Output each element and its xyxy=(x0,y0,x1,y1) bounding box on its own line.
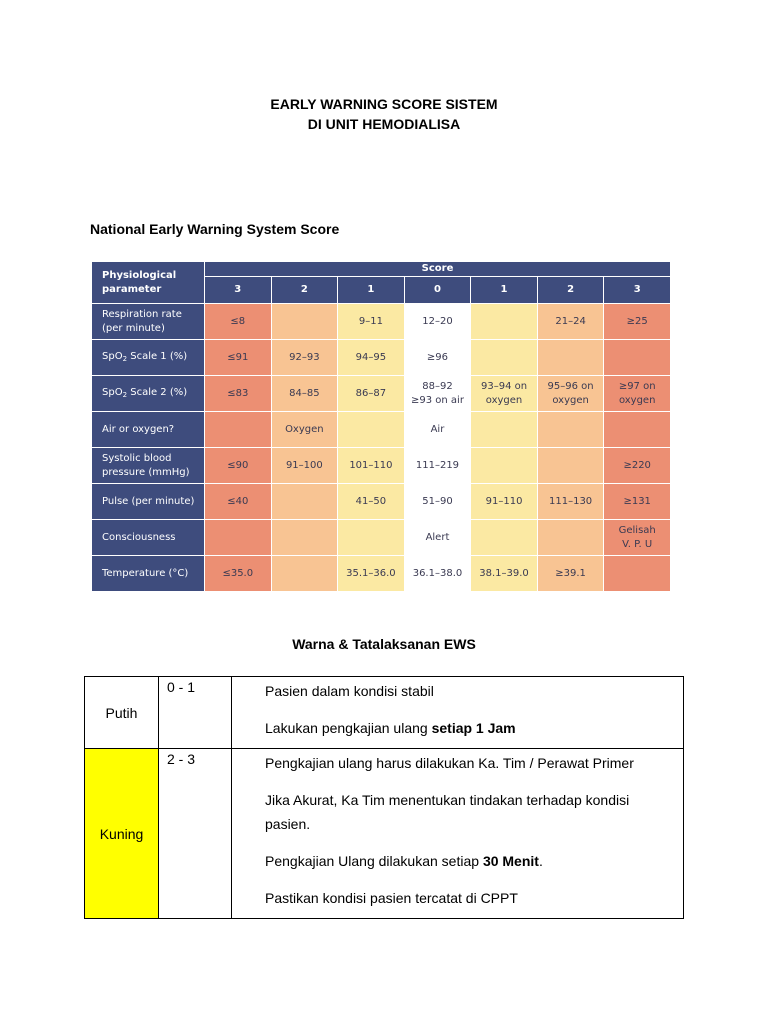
score-cell xyxy=(338,412,405,448)
news-row xyxy=(92,304,671,340)
parameter-label: Systolic blood pressure (mmHg) xyxy=(92,448,205,484)
score-cell xyxy=(471,448,538,484)
score-cell: 9–11 xyxy=(338,304,405,340)
score-cell xyxy=(205,412,272,448)
news-row xyxy=(92,340,671,376)
score-cell: Gelisah V. P. U xyxy=(604,520,671,556)
score-cell: ≤40 xyxy=(205,484,272,520)
ews-row xyxy=(85,749,684,919)
score-cell: ≥39.1 xyxy=(537,556,604,592)
ews-action-item: Pengkajian ulang harus dilakukan Ka. Tim / Perawat Primer xyxy=(265,755,634,771)
parameter-label: Air or oxygen? xyxy=(92,412,205,448)
news-score-chart xyxy=(91,261,671,592)
score-cell: ≤90 xyxy=(205,448,272,484)
score-cell: 91–100 xyxy=(271,448,338,484)
score-cell: 84–85 xyxy=(271,376,338,412)
score-cell xyxy=(537,448,604,484)
score-cell: ≤35.0 xyxy=(205,556,272,592)
score-col: 2 xyxy=(271,277,338,304)
news-row xyxy=(92,520,671,556)
news-row xyxy=(92,376,671,412)
score-cell: 12–20 xyxy=(404,304,471,340)
score-cell xyxy=(271,484,338,520)
score-cell: 51–90 xyxy=(404,484,471,520)
score-cell xyxy=(471,304,538,340)
score-cell xyxy=(471,340,538,376)
score-cell: ≥97 on oxygen xyxy=(604,376,671,412)
score-cell xyxy=(271,556,338,592)
ews-actions xyxy=(232,749,684,919)
score-cell xyxy=(604,412,671,448)
parameter-label: SpO$_2$ Scale 1 (%) xyxy=(92,340,205,376)
score-col: 0 xyxy=(404,277,471,304)
score-cell: 111–130 xyxy=(537,484,604,520)
score-cell: 91–110 xyxy=(471,484,538,520)
score-cell xyxy=(271,520,338,556)
parameter-label: Consciousness xyxy=(92,520,205,556)
ews-score-range: 0 - 1 xyxy=(159,677,232,749)
ews-score-range: 2 - 3 xyxy=(159,749,232,919)
score-cell: 111–219 xyxy=(404,448,471,484)
score-cell xyxy=(537,520,604,556)
header-score: Score xyxy=(205,262,671,277)
score-cell: 95–96 on oxygen xyxy=(537,376,604,412)
score-col: 1 xyxy=(471,277,538,304)
score-cell xyxy=(338,520,405,556)
news-row xyxy=(92,412,671,448)
score-cell: ≥131 xyxy=(604,484,671,520)
score-cell: 94–95 xyxy=(338,340,405,376)
news-row xyxy=(92,484,671,520)
news-row xyxy=(92,448,671,484)
ews-color-name: Kuning xyxy=(85,749,159,919)
score-cell: 41–50 xyxy=(338,484,405,520)
header-parameter: Physiological parameter xyxy=(92,262,205,304)
parameter-label: Temperature (°C) xyxy=(92,556,205,592)
score-cell: ≤8 xyxy=(205,304,272,340)
news-subheading: National Early Warning System Score xyxy=(90,221,340,237)
ews-actions xyxy=(232,677,684,749)
ews-color-name: Putih xyxy=(85,677,159,749)
score-cell: 86–87 xyxy=(338,376,405,412)
score-cell xyxy=(471,412,538,448)
score-cell: 93–94 on oxygen xyxy=(471,376,538,412)
ews-action-item: Pastikan kondisi pasien tercatat di CPPT xyxy=(265,890,518,906)
title-line-1: EARLY WARNING SCORE SISTEM xyxy=(270,96,498,112)
document-title xyxy=(0,94,768,134)
score-cell: ≤83 xyxy=(205,376,272,412)
score-cell: 92–93 xyxy=(271,340,338,376)
ews-management-table xyxy=(84,676,684,919)
score-cell: 21–24 xyxy=(537,304,604,340)
score-col: 1 xyxy=(338,277,405,304)
score-cell xyxy=(604,556,671,592)
parameter-label: SpO$_2$ Scale 2 (%) xyxy=(92,376,205,412)
score-cell: 88–92 ≥93 on air xyxy=(404,376,471,412)
score-cell: Oxygen xyxy=(271,412,338,448)
score-cell xyxy=(471,520,538,556)
score-cell: ≤91 xyxy=(205,340,272,376)
score-cell: 101–110 xyxy=(338,448,405,484)
ews-row xyxy=(85,677,684,749)
score-col: 3 xyxy=(205,277,272,304)
score-cell: ≥96 xyxy=(404,340,471,376)
score-cell: ≥25 xyxy=(604,304,671,340)
score-cell xyxy=(537,340,604,376)
score-cell xyxy=(271,304,338,340)
score-col: 3 xyxy=(604,277,671,304)
score-col: 2 xyxy=(537,277,604,304)
score-cell: 35.1–36.0 xyxy=(338,556,405,592)
ews-action-item: Jika Akurat, Ka Tim menentukan tindakan terhadap kondisi pasien. xyxy=(265,792,630,832)
parameter-label: Respiration rate (per minute) xyxy=(92,304,205,340)
score-cell: 38.1–39.0 xyxy=(471,556,538,592)
ews-section-title: Warna & Tatalaksanan EWS xyxy=(292,636,476,652)
title-line-2: DI UNIT HEMODIALISA xyxy=(307,116,461,132)
score-cell xyxy=(604,340,671,376)
score-cell xyxy=(205,520,272,556)
news-row xyxy=(92,556,671,592)
ews-action-item: Lakukan pengkajian ulang setiap 1 Jam xyxy=(265,720,516,736)
parameter-label: Pulse (per minute) xyxy=(92,484,205,520)
ews-action-item: Pengkajian Ulang dilakukan setiap 30 Menit. xyxy=(265,853,543,869)
score-cell: 36.1–38.0 xyxy=(404,556,471,592)
score-cell: Air xyxy=(404,412,471,448)
score-cell: ≥220 xyxy=(604,448,671,484)
ews-action-item: Pasien dalam kondisi stabil xyxy=(265,683,434,699)
score-cell xyxy=(537,412,604,448)
score-cell: Alert xyxy=(404,520,471,556)
